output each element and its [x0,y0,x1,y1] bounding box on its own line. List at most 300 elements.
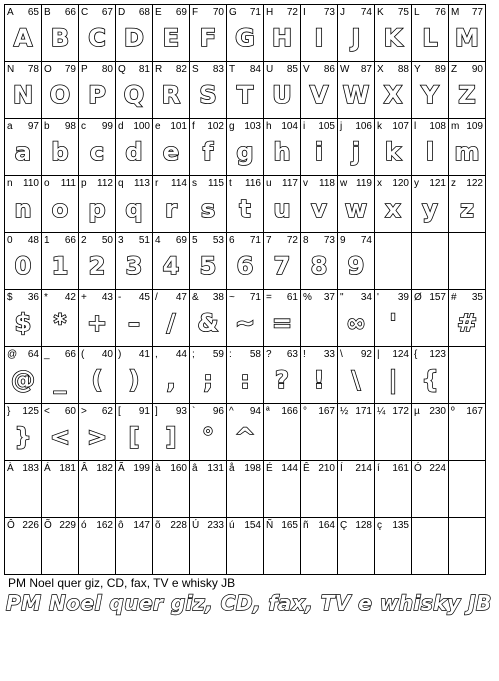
glyph-cell [264,119,301,176]
cell-glyph: / [166,309,176,337]
glyph-cell [301,176,338,233]
cell-code: 165 [281,520,298,531]
cell-glyph: A [13,24,33,52]
cell-glyph: k [385,138,401,166]
cell-character: â [192,463,198,474]
glyph-cell [264,5,301,62]
cell-glyph: < [49,423,71,451]
glyph-cell [264,233,301,290]
cell-character: { [414,349,418,360]
cell-glyph: 6 [236,252,254,280]
cell-code: 33 [323,349,335,360]
cell-code: 164 [318,520,335,531]
cell-character: ~ [229,292,235,303]
cell-code: 172 [392,406,409,417]
glyph-cell [338,5,375,62]
glyph-cell [449,119,486,176]
glyph-cell [375,461,412,518]
glyph-cell [449,176,486,233]
cell-code: 112 [97,178,113,189]
cell-code: 162 [96,520,113,531]
cell-code: 157 [429,292,446,303]
cell-character: | [377,349,380,360]
glyph-cell [264,347,301,404]
cell-character: } [7,406,11,417]
cell-character: u [266,178,272,189]
cell-code: 160 [170,463,187,474]
cell-character: 4 [155,235,161,246]
cell-code: 210 [318,463,335,474]
cell-character: [ [118,406,121,417]
cell-code: 121 [429,178,446,189]
cell-code: 51 [138,235,150,246]
glyph-cell [227,461,264,518]
cell-code: 88 [397,64,409,75]
cell-code: 42 [64,292,76,303]
cell-code: 86 [323,64,335,75]
glyph-cell [42,119,79,176]
cell-character: ` [192,406,196,417]
glyph-cell [227,176,264,233]
glyph-cell [116,347,153,404]
cell-glyph: 5 [199,252,217,280]
cell-code: 87 [360,64,372,75]
cell-character: 6 [229,235,235,246]
cell-glyph: 8 [310,252,328,280]
glyph-cell [153,290,190,347]
glyph-cell [301,290,338,347]
cell-code: 61 [286,292,298,303]
cell-glyph: h [273,138,291,166]
cell-code: 66 [64,7,76,18]
glyph-cell [375,5,412,62]
glyph-cell [79,461,116,518]
cell-character: : [229,349,232,360]
cell-code: 181 [59,463,76,474]
cell-glyph: q [125,195,143,223]
glyph-cell [5,461,42,518]
glyph-cell [190,347,227,404]
cell-glyph: R [161,81,181,109]
cell-code: 154 [244,520,261,531]
cell-code: 66 [64,349,76,360]
cell-glyph: ∞ [346,309,366,337]
glyph-cell [338,119,375,176]
cell-code: 38 [212,292,224,303]
cell-code: 105 [318,121,335,132]
cell-code: 115 [208,178,224,189]
cell-character: s [192,178,197,189]
cell-character: r [155,178,159,189]
cell-code: 166 [281,406,298,417]
cell-code: 100 [133,121,150,132]
cell-code: 228 [170,520,187,531]
cell-character: - [118,292,122,303]
cell-character: S [192,64,199,75]
cell-character: A [7,7,14,18]
cell-code: 118 [319,178,335,189]
cell-code: 167 [318,406,335,417]
glyph-cell [412,5,449,62]
cell-glyph: m [454,138,480,166]
glyph-cell [79,176,116,233]
cell-character: Ô [7,520,15,531]
glyph-cell [301,5,338,62]
cell-code: 198 [244,463,261,474]
cell-character: + [81,292,87,303]
cell-character: ° [303,406,307,417]
cell-code: 98 [64,121,76,132]
cell-character: µ [414,406,420,417]
cell-code: 85 [286,64,298,75]
cell-glyph: ' [389,309,397,337]
glyph-cell [116,176,153,233]
cell-code: 91 [138,406,150,417]
cell-glyph: [ [128,423,140,451]
cell-character: õ [155,520,161,531]
cell-character: / [155,292,158,303]
glyph-cell [412,290,449,347]
cell-character: ] [155,406,158,417]
glyph-cell [338,461,375,518]
glyph-cell [301,62,338,119]
glyph-cell [375,518,412,575]
glyph-cell [412,176,449,233]
cell-character: G [229,7,237,18]
glyph-cell [301,518,338,575]
cell-character: @ [7,349,18,360]
glyph-cell [338,176,375,233]
glyph-cell [79,518,116,575]
cell-code: 102 [207,121,224,132]
cell-character: g [229,121,235,132]
cell-glyph: 7 [273,252,291,280]
cell-glyph: s [200,195,216,223]
glyph-cell [264,518,301,575]
cell-glyph: = [271,309,293,337]
cell-code: 108 [429,121,446,132]
cell-character: Y [414,64,421,75]
cell-character: d [118,121,124,132]
cell-character: , [155,349,158,360]
cell-glyph: j [351,138,361,166]
cell-character: c [81,121,86,132]
cell-glyph: & [197,309,219,337]
cell-code: 123 [429,349,446,360]
glyph-cell [338,62,375,119]
glyph-cell [79,347,116,404]
cell-character: P [81,64,88,75]
cell-character: 7 [266,235,272,246]
glyph-cell [5,290,42,347]
cell-character: t [229,178,232,189]
glyph-cell [264,62,301,119]
cell-glyph: C [88,24,106,52]
cell-glyph: 1 [51,252,69,280]
cell-code: 80 [101,64,113,75]
glyph-cell [190,404,227,461]
cell-glyph: Z [458,81,476,109]
grid-row [5,5,486,62]
sample-label: PM Noel quer giz, CD, fax, TV e whisky JB [8,576,236,590]
cell-code: 114 [171,178,187,189]
cell-code: 82 [175,64,187,75]
character-map [4,4,486,575]
cell-character: v [303,178,308,189]
glyph-cell [116,233,153,290]
cell-code: 72 [286,235,298,246]
glyph-cell [301,119,338,176]
grid-row [5,461,486,518]
cell-code: 77 [471,7,483,18]
cell-glyph: p [88,195,106,223]
cell-code: 147 [133,520,150,531]
cell-character: _ [44,349,50,360]
cell-character: m [451,121,460,132]
cell-code: 60 [64,406,76,417]
cell-character: ç [377,520,382,531]
glyph-cell [190,5,227,62]
cell-glyph: _ [54,366,66,394]
cell-glyph: G [235,24,255,52]
cell-code: 99 [101,121,113,132]
glyph-cell [412,461,449,518]
cell-code: 122 [466,178,483,189]
grid-row [5,347,486,404]
cell-character: 5 [192,235,198,246]
cell-code: 35 [471,292,483,303]
cell-character: O [44,64,52,75]
cell-glyph: w [344,195,368,223]
cell-code: 182 [96,463,113,474]
glyph-cell [153,176,190,233]
glyph-cell [412,233,449,290]
cell-character: Ø [414,292,422,303]
cell-character: À [7,463,14,474]
cell-character: W [340,64,350,75]
cell-glyph: S [199,81,217,109]
cell-glyph: – [128,309,140,337]
cell-code: 47 [175,292,187,303]
cell-code: 97 [27,121,39,132]
glyph-cell [116,404,153,461]
grid-row [5,119,486,176]
glyph-cell [116,518,153,575]
cell-character: b [44,121,50,132]
cell-character: h [266,121,272,132]
cell-glyph: E [162,24,180,52]
cell-code: 144 [281,463,298,474]
cell-code: 71 [249,292,261,303]
cell-code: 75 [397,7,409,18]
glyph-cell [42,233,79,290]
cell-character: Í [340,463,343,474]
cell-glyph: z [460,195,474,223]
cell-code: 37 [323,292,335,303]
character-grid [4,4,486,575]
cell-code: 76 [434,7,446,18]
cell-character: Ã [118,463,125,474]
glyph-cell [449,518,486,575]
grid-row [5,518,486,575]
glyph-cell [449,233,486,290]
glyph-cell [42,518,79,575]
glyph-cell [42,62,79,119]
glyph-cell [42,461,79,518]
cell-character: < [44,406,50,417]
cell-character: ; [192,349,195,360]
glyph-cell [5,233,42,290]
cell-code: 111 [60,178,76,189]
cell-character: l [414,121,417,132]
cell-code: 119 [356,178,372,189]
glyph-cell [338,518,375,575]
glyph-cell [153,518,190,575]
cell-character: # [451,292,457,303]
grid-row [5,404,486,461]
glyph-cell [301,347,338,404]
cell-character: > [81,406,87,417]
glyph-cell [412,62,449,119]
cell-character: o [44,178,50,189]
cell-glyph: @ [11,366,35,394]
cell-code: 79 [64,64,76,75]
glyph-cell [227,404,264,461]
glyph-cell [264,176,301,233]
glyph-cell [338,404,375,461]
cell-character: z [451,178,456,189]
cell-character: f [192,121,195,132]
glyph-cell [449,62,486,119]
cell-code: 40 [101,349,113,360]
cell-code: 58 [249,349,261,360]
cell-code: 92 [360,349,372,360]
glyph-cell [375,62,412,119]
cell-glyph: r [165,195,177,223]
glyph-cell [79,5,116,62]
glyph-cell [153,347,190,404]
cell-glyph: f [202,138,214,166]
grid-row [5,290,486,347]
cell-code: 96 [212,406,224,417]
cell-character: \ [340,349,343,360]
cell-code: 83 [212,64,224,75]
glyph-cell [116,119,153,176]
cell-code: 73 [323,235,335,246]
cell-character: j [340,121,343,132]
cell-code: 59 [212,349,224,360]
cell-character: ½ [340,406,349,417]
cell-character: ) [118,349,122,360]
cell-character: F [192,7,199,18]
cell-glyph: I [314,24,324,52]
cell-glyph: 3 [125,252,143,280]
glyph-cell [116,5,153,62]
cell-glyph: B [50,24,70,52]
cell-code: 74 [360,235,372,246]
glyph-cell [375,290,412,347]
cell-glyph: ; [203,366,213,394]
cell-code: 78 [27,64,39,75]
cell-code: 73 [323,7,335,18]
cell-character: Z [451,64,458,75]
glyph-cell [5,5,42,62]
glyph-cell [190,176,227,233]
cell-glyph: o [51,195,69,223]
cell-glyph: e [162,138,180,166]
cell-character: à [155,463,161,474]
cell-glyph: g [236,138,254,166]
cell-code: 110 [23,178,39,189]
cell-character: 8 [303,235,309,246]
cell-character: R [155,64,163,75]
cell-glyph: u [273,195,291,223]
glyph-cell [412,119,449,176]
cell-character: å [229,463,235,474]
cell-glyph: F [199,24,217,52]
cell-glyph: } [14,423,32,451]
cell-character: Á [44,463,51,474]
glyph-cell [79,404,116,461]
glyph-cell [190,233,227,290]
cell-character: D [118,7,126,18]
cell-character: ! [303,349,306,360]
cell-character: ú [229,520,235,531]
cell-glyph: $ [14,309,32,337]
glyph-cell [264,461,301,518]
cell-code: 104 [281,121,298,132]
cell-character: M [451,7,460,18]
cell-glyph: N [12,81,34,109]
cell-glyph: + [86,309,108,337]
glyph-cell [375,233,412,290]
cell-code: 224 [429,463,446,474]
glyph-cell [227,518,264,575]
cell-glyph: D [124,24,144,52]
glyph-cell [190,461,227,518]
cell-glyph: J [351,24,361,52]
cell-glyph: L [422,24,438,52]
cell-character: 9 [340,235,346,246]
glyph-cell [375,347,412,404]
cell-glyph: v [311,195,327,223]
cell-character: ª [266,406,270,417]
glyph-cell [79,290,116,347]
glyph-cell [301,461,338,518]
cell-glyph: b [51,138,69,166]
glyph-cell [412,347,449,404]
cell-character: Õ [44,520,52,531]
cell-code: 124 [392,349,409,360]
cell-code: 109 [466,121,483,132]
cell-code: 214 [355,463,372,474]
cell-code: 39 [397,292,409,303]
cell-character: ô [118,520,124,531]
cell-glyph: | [388,366,398,394]
glyph-cell [5,404,42,461]
glyph-cell [227,233,264,290]
cell-code: 36 [27,292,39,303]
cell-code: 43 [101,292,113,303]
cell-code: 116 [245,178,261,189]
glyph-cell [42,5,79,62]
cell-code: 72 [286,7,298,18]
cell-glyph: 2 [88,252,106,280]
cell-character: * [44,292,48,303]
cell-code: 53 [212,235,224,246]
cell-code: 69 [175,235,187,246]
cell-code: 48 [27,235,39,246]
